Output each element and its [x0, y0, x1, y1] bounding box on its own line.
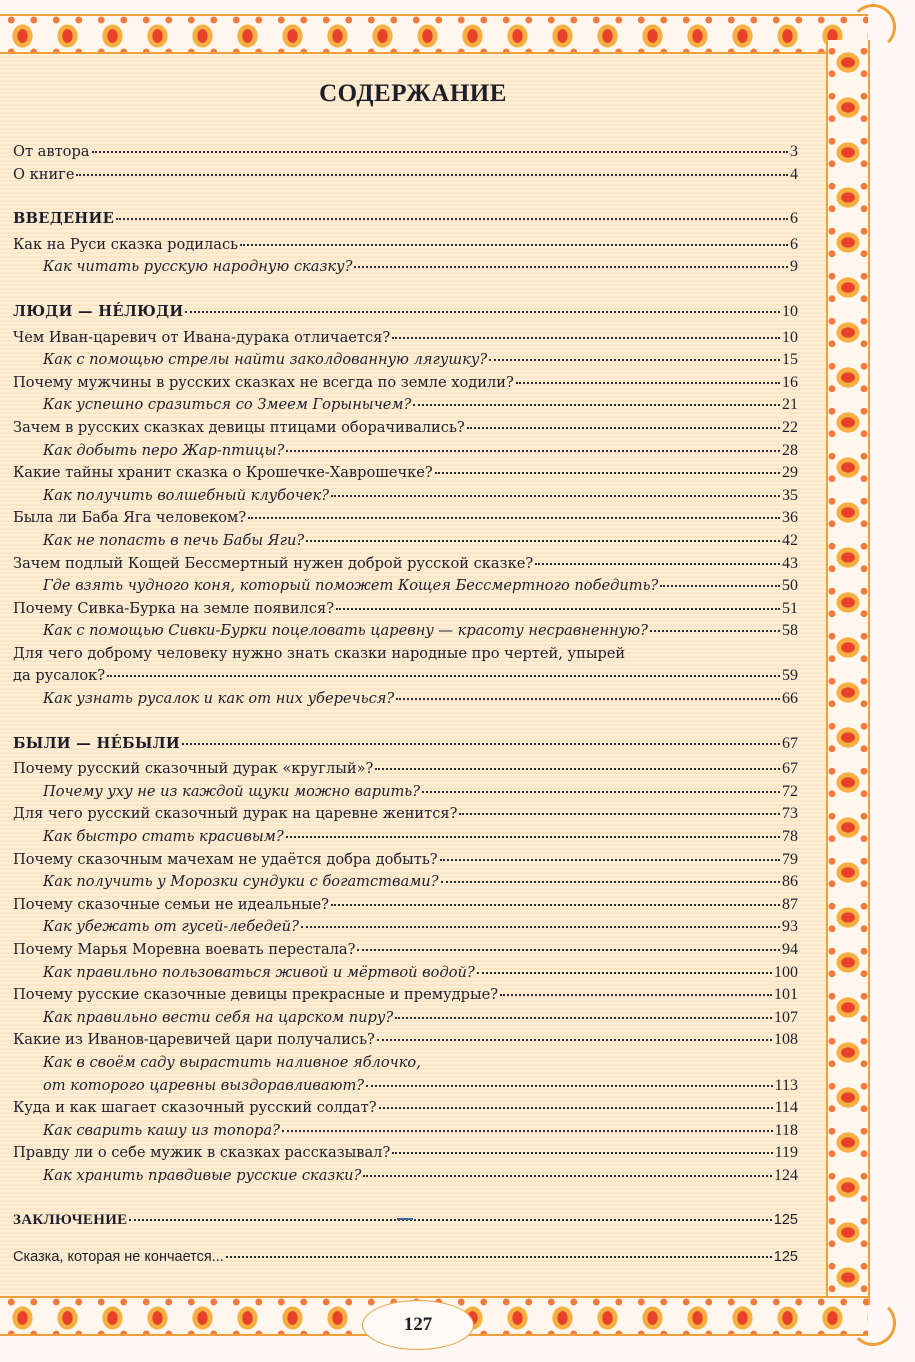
entry-label: Почему Сивка-Бурка на земле появился?: [13, 599, 335, 617]
ornament-border-right: [826, 40, 870, 1305]
dot-leader: [489, 359, 780, 361]
entry-page-number: 78: [782, 828, 798, 846]
toc-section-heading[interactable]: [13, 735, 798, 758]
toc-section-heading[interactable]: [13, 210, 798, 233]
entry-label-line1[interactable]: [13, 1054, 798, 1077]
entry-page-number: 86: [782, 873, 798, 891]
entry-page-number: 43: [782, 554, 798, 572]
entry-label-line1[interactable]: [13, 645, 798, 668]
entry-label: Для чего доброму человеку нужно знать сказки народные про чертей, упырей: [13, 644, 626, 662]
entry-page-number: 67: [782, 734, 798, 752]
toc-section-heading[interactable]: [13, 1212, 798, 1235]
dot-leader: [660, 585, 780, 587]
entry-label: ЗАКЛЮЧЕНИЕ: [13, 1211, 128, 1228]
toc-subentry[interactable]: [13, 1009, 798, 1032]
entry-page-number: 101: [774, 986, 798, 1004]
dot-leader: [413, 404, 780, 406]
toc-entry[interactable]: [13, 1144, 798, 1167]
entry-page-number: 22: [782, 418, 798, 436]
entry-page-number: 93: [782, 918, 798, 936]
entry-page-number: 9: [790, 258, 798, 276]
toc-subentry[interactable]: [13, 828, 798, 851]
ornament-border-top: [0, 14, 868, 54]
entry-page-number: 4: [790, 165, 798, 183]
section-gap: [13, 713, 798, 735]
toc-entry[interactable]: [13, 143, 798, 166]
entry-label: ЛЮДИ — НÉЛЮДИ: [13, 302, 184, 320]
entry-label: Какие тайны хранит сказка о Крошечке-Хаврошечке?: [13, 464, 433, 482]
toc-subentry[interactable]: [13, 258, 798, 281]
entry-page-number: 42: [782, 531, 798, 549]
entry-page-number: 125: [773, 1249, 798, 1266]
toc-entry[interactable]: [13, 941, 798, 964]
section-gap: [13, 1190, 798, 1212]
dot-leader: [650, 630, 780, 632]
entry-label: Почему сказочные семьи не идеальные?: [13, 895, 329, 913]
dot-leader: [331, 495, 780, 497]
entry-page-number: 15: [782, 351, 798, 369]
entry-page-number: 72: [782, 782, 798, 800]
entry-label: Как быстро стать красивым?: [43, 828, 284, 846]
toc-section-heading[interactable]: [13, 303, 798, 326]
toc-subentry[interactable]: [13, 1167, 798, 1190]
dot-leader: [363, 1175, 772, 1177]
dot-leader: [392, 1152, 772, 1154]
entry-page-number: 29: [782, 464, 798, 482]
dot-leader: [467, 427, 780, 429]
toc-subentry[interactable]: [13, 873, 798, 896]
dot-leader: [377, 1039, 772, 1041]
entry-page-number: 58: [782, 622, 798, 640]
toc-entry[interactable]: [13, 1031, 798, 1054]
dot-leader: [331, 904, 780, 906]
section-gap: [13, 188, 798, 210]
entry-page-number: 119: [774, 1144, 798, 1162]
entry-label: Как правильно вести себя на царском пиру?: [43, 1008, 394, 1026]
entry-page-number: 3: [790, 143, 798, 160]
entry-label: Почему мужчины в русских сказках не всегда по земле ходили?: [13, 373, 514, 391]
entry-page-number: 100: [774, 963, 798, 981]
dot-leader: [516, 382, 780, 384]
dot-leader: [336, 608, 780, 610]
entry-page-number: 113: [774, 1076, 798, 1094]
entry-label: Как правильно пользоваться живой и мёртвой водой?: [43, 963, 475, 981]
dot-leader: [301, 926, 780, 928]
entry-label: от которого царевны выздоравливают?: [43, 1076, 365, 1094]
entry-label: Как с помощью Сивки-Бурки поцеловать царевну — красоту несравненную?: [43, 622, 648, 640]
entry-label: Как на Руси сказка родилась: [13, 235, 239, 253]
entry-label: От автора: [13, 143, 90, 160]
page-number: 127: [362, 1300, 474, 1350]
entry-label: О книге: [13, 165, 75, 183]
entry-label: да русалок?: [13, 667, 106, 685]
toc-subentry[interactable]: [13, 1122, 798, 1145]
entry-label: БЫЛИ — НÉБЫЛИ: [13, 734, 180, 752]
dot-leader: [435, 472, 780, 474]
toc-subentry[interactable]: [13, 396, 798, 419]
entry-label: Как успешно сразиться со Змеем Горынычем?: [43, 396, 412, 414]
entry-label: Почему уху не из каждой щуки можно варить?: [43, 782, 421, 800]
entry-page-number: 107: [774, 1008, 798, 1026]
dot-leader: [375, 768, 780, 770]
toc-subentry[interactable]: [13, 351, 798, 374]
toc-subentry[interactable]: [13, 1077, 798, 1100]
entry-label: Почему русские сказочные девицы прекрасные и премудрые?: [13, 986, 499, 1004]
entry-label: Зачем подлый Кощей Бессмертный нужен доброй русской сказке?: [13, 554, 534, 572]
dot-leader: [395, 1017, 772, 1019]
entry-label: Как получить у Морозки сундуки с богатствами?: [43, 873, 439, 891]
entry-label: Как сварить кашу из топора?: [43, 1121, 280, 1139]
dot-leader: [182, 743, 780, 745]
entry-page-number: 124: [774, 1166, 798, 1184]
toc-entry[interactable]: [13, 805, 798, 828]
entry-label: Как хранить правдивые русские сказки?: [43, 1166, 362, 1184]
entry-label: ВВЕДЕНИЕ: [13, 210, 114, 228]
entry-label: Как получить волшебный клубочек?: [43, 486, 330, 504]
entry-page-number: 79: [782, 850, 798, 868]
toc-subentry[interactable]: [13, 442, 798, 465]
dot-leader: [440, 859, 780, 861]
ornament-corner-top-right: [850, 4, 896, 50]
dot-leader: [282, 1130, 773, 1132]
entry-page-number: 16: [782, 373, 798, 391]
heading-gap: [13, 1237, 798, 1249]
entry-page-number: 21: [782, 396, 798, 414]
entry-page-number: 66: [782, 690, 798, 708]
toc-entry[interactable]: [13, 851, 798, 874]
entry-page-number: 50: [782, 577, 798, 595]
toc-entry[interactable]: [13, 555, 798, 578]
toc-subentry[interactable]: [13, 622, 798, 645]
page-title: СОДЕРЖАНИЕ: [319, 80, 507, 107]
dot-leader: [441, 881, 780, 883]
dot-leader: [459, 813, 780, 815]
entry-label: Правду ли о себе мужик в сказках рассказывал?: [13, 1144, 391, 1162]
dot-leader: [357, 949, 780, 951]
entry-label: Как читать русскую народную сказку?: [43, 258, 353, 276]
entry-page-number: 10: [782, 328, 798, 346]
toc-entry[interactable]: [13, 1099, 798, 1122]
toc-entry[interactable]: [13, 986, 798, 1009]
dot-leader: [116, 218, 788, 220]
entry-label: Зачем в русских сказках девицы птицами оборачивались?: [13, 418, 465, 436]
toc-subentry[interactable]: [13, 783, 798, 806]
toc-entry[interactable]: [13, 509, 798, 532]
entry-label: Какие из Иванов-царевичей цари получались?: [13, 1031, 375, 1049]
dot-leader: [535, 563, 780, 565]
toc-entry[interactable]: [13, 896, 798, 919]
toc-entry[interactable]: [13, 760, 798, 783]
entry-label: Чем Иван-царевич от Ивана-дурака отличается?: [13, 328, 391, 346]
dot-leader: [129, 1219, 771, 1221]
dot-leader: [286, 836, 780, 838]
entry-page-number: 87: [782, 895, 798, 913]
entry-label: Почему Марья Моревна воевать перестала?: [13, 941, 356, 958]
entry-page-number: 6: [790, 210, 798, 228]
entry-label: Почему русский сказочный дурак «круглый»?: [13, 760, 374, 778]
entry-label: Как в своём саду вырастить наливное яблочко,: [43, 1053, 421, 1071]
entry-label: Была ли Баба Яга человеком?: [13, 509, 247, 527]
entry-page-number: 6: [790, 235, 798, 253]
table-of-contents: [13, 143, 798, 1272]
entry-label: Почему сказочным мачехам не удаётся добра добыть?: [13, 850, 438, 868]
entry-page-number: 28: [782, 441, 798, 459]
dot-leader: [354, 266, 788, 268]
toc-subentry[interactable]: [13, 577, 798, 600]
entry-label: Как с помощью стрелы найти заколдованную лягушку?: [43, 351, 488, 369]
toc-subentry[interactable]: [13, 532, 798, 555]
entry-label: Сказка, которая не кончается...: [13, 1249, 224, 1266]
toc-subentry[interactable]: [13, 918, 798, 941]
dot-leader: [396, 698, 780, 700]
toc-subentry[interactable]: [13, 964, 798, 987]
entry-page-number: 108: [774, 1031, 798, 1049]
entry-page-number: 51: [782, 599, 798, 617]
entry-label: Для чего русский сказочный дурак на царевне женится?: [13, 805, 458, 823]
entry-label: Где взять чудного коня, который поможет Кощея Бессмертного победить?: [43, 577, 659, 595]
dot-leader: [379, 1107, 773, 1109]
entry-label: Как убежать от гусей-лебедей?: [43, 918, 299, 936]
toc-entry[interactable]: [13, 600, 798, 623]
entry-page-number: 35: [782, 486, 798, 504]
toc-entry[interactable]: [13, 166, 798, 189]
entry-page-number: 125: [773, 1211, 798, 1228]
entry-page-number: 114: [774, 1099, 798, 1117]
toc-entry[interactable]: [13, 329, 798, 352]
dot-leader: [76, 174, 788, 176]
toc-entry[interactable]: [13, 464, 798, 487]
dot-leader: [286, 450, 780, 452]
entry-label: Как не попасть в печь Бабы Яги?: [43, 531, 305, 549]
dot-leader: [306, 540, 780, 542]
entry-page-number: 36: [782, 509, 798, 527]
entry-label: Куда и как шагает сказочный русский солдат?: [13, 1099, 377, 1117]
toc-subentry[interactable]: [13, 487, 798, 510]
dot-leader: [366, 1085, 772, 1087]
dot-leader: [92, 151, 789, 153]
toc-entry[interactable]: [13, 1249, 798, 1272]
separator-dash: [397, 1218, 413, 1220]
section-gap: [13, 281, 798, 303]
dot-leader: [248, 517, 780, 519]
entry-label: Как узнать русалок и как от них уберечься?: [43, 690, 395, 708]
dot-leader: [422, 791, 780, 793]
toc-entry[interactable]: [13, 419, 798, 442]
entry-page-number: 59: [782, 667, 798, 685]
toc-entry[interactable]: [13, 374, 798, 397]
entry-page-number: 118: [774, 1121, 798, 1139]
dot-leader: [107, 675, 780, 677]
entry-page-number: 94: [782, 941, 798, 958]
entry-page-number: 73: [782, 805, 798, 823]
dot-leader: [392, 337, 780, 339]
dot-leader: [240, 244, 788, 246]
dot-leader: [226, 1256, 772, 1258]
dot-leader: [500, 994, 772, 996]
toc-entry[interactable]: [13, 667, 798, 690]
toc-subentry[interactable]: [13, 690, 798, 713]
entry-page-number: 67: [782, 760, 798, 778]
entry-page-number: 10: [782, 302, 798, 320]
entry-label: Как добыть перо Жар-птицы?: [43, 441, 285, 459]
toc-entry[interactable]: [13, 236, 798, 259]
dot-leader: [185, 311, 780, 313]
dot-leader: [477, 972, 772, 974]
